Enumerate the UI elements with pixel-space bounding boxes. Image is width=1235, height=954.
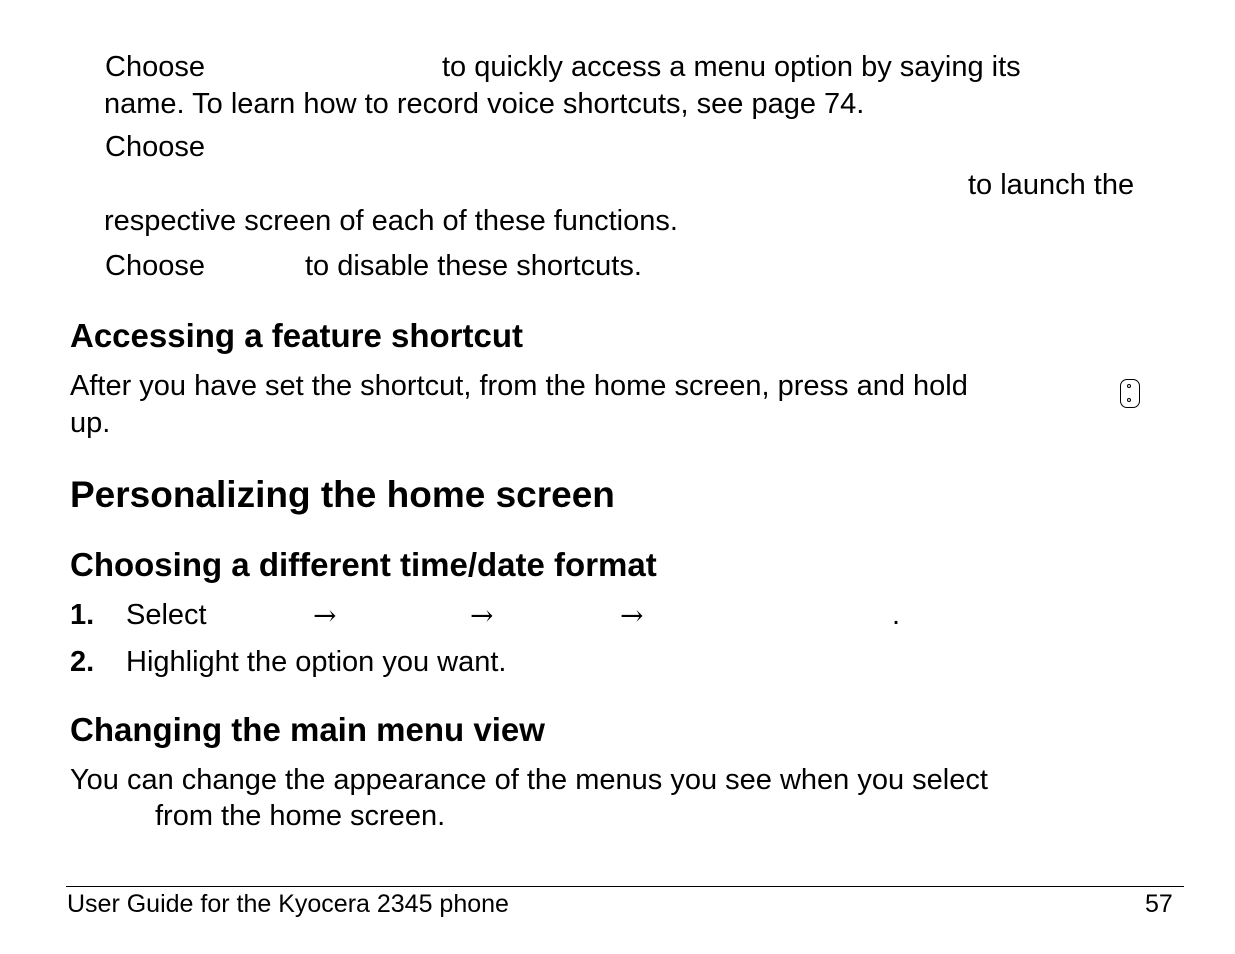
step-1-arrow-3: → <box>620 599 644 632</box>
functions-launch-text: to launch the <box>968 169 1135 201</box>
footer-divider <box>66 886 1184 887</box>
step-1-text: Select <box>126 599 207 631</box>
functions-description-continued: respective screen of each of these functions. <box>104 205 678 237</box>
voice-shortcut-description-continued: name. To learn how to record voice shortcuts, see page 74. <box>104 88 865 120</box>
step-number-2: 2. <box>70 646 95 678</box>
step-number-1: 1. <box>70 599 95 631</box>
voice-choose-text: Choose <box>105 51 205 83</box>
accessing-shortcut-heading: Accessing a feature shortcut <box>70 317 523 354</box>
accessing-shortcut-body: After you have set the shortcut, from the home screen, press and hold <box>70 370 968 402</box>
main-menu-body-continued: from the home screen. <box>155 800 446 832</box>
accessing-shortcut-body-continued: up. <box>70 407 111 439</box>
voice-shortcut-description: to quickly access a menu option by saying its <box>442 51 1021 83</box>
disable-choose-text: Choose <box>105 250 205 282</box>
time-date-heading: Choosing a different time/date format <box>70 546 657 583</box>
nav-key-up-dot <box>1127 384 1131 388</box>
step-1-arrow-2: → <box>470 599 494 632</box>
main-menu-heading: Changing the main menu view <box>70 711 545 748</box>
step-1-period: . <box>892 599 901 631</box>
navigation-key-icon <box>1120 379 1140 408</box>
personalizing-heading: Personalizing the home screen <box>70 474 615 515</box>
nav-key-down-dot <box>1127 398 1131 402</box>
step-2-text: Highlight the option you want. <box>126 646 507 678</box>
footer-title: User Guide for the Kyocera 2345 phone <box>67 890 509 918</box>
page-number: 57 <box>1145 890 1173 918</box>
step-1-arrow-1: → <box>313 599 337 632</box>
functions-choose-text: Choose <box>105 131 205 163</box>
disable-shortcuts-text: to disable these shortcuts. <box>305 250 642 282</box>
main-menu-body: You can change the appearance of the menus you see when you select <box>70 764 988 796</box>
